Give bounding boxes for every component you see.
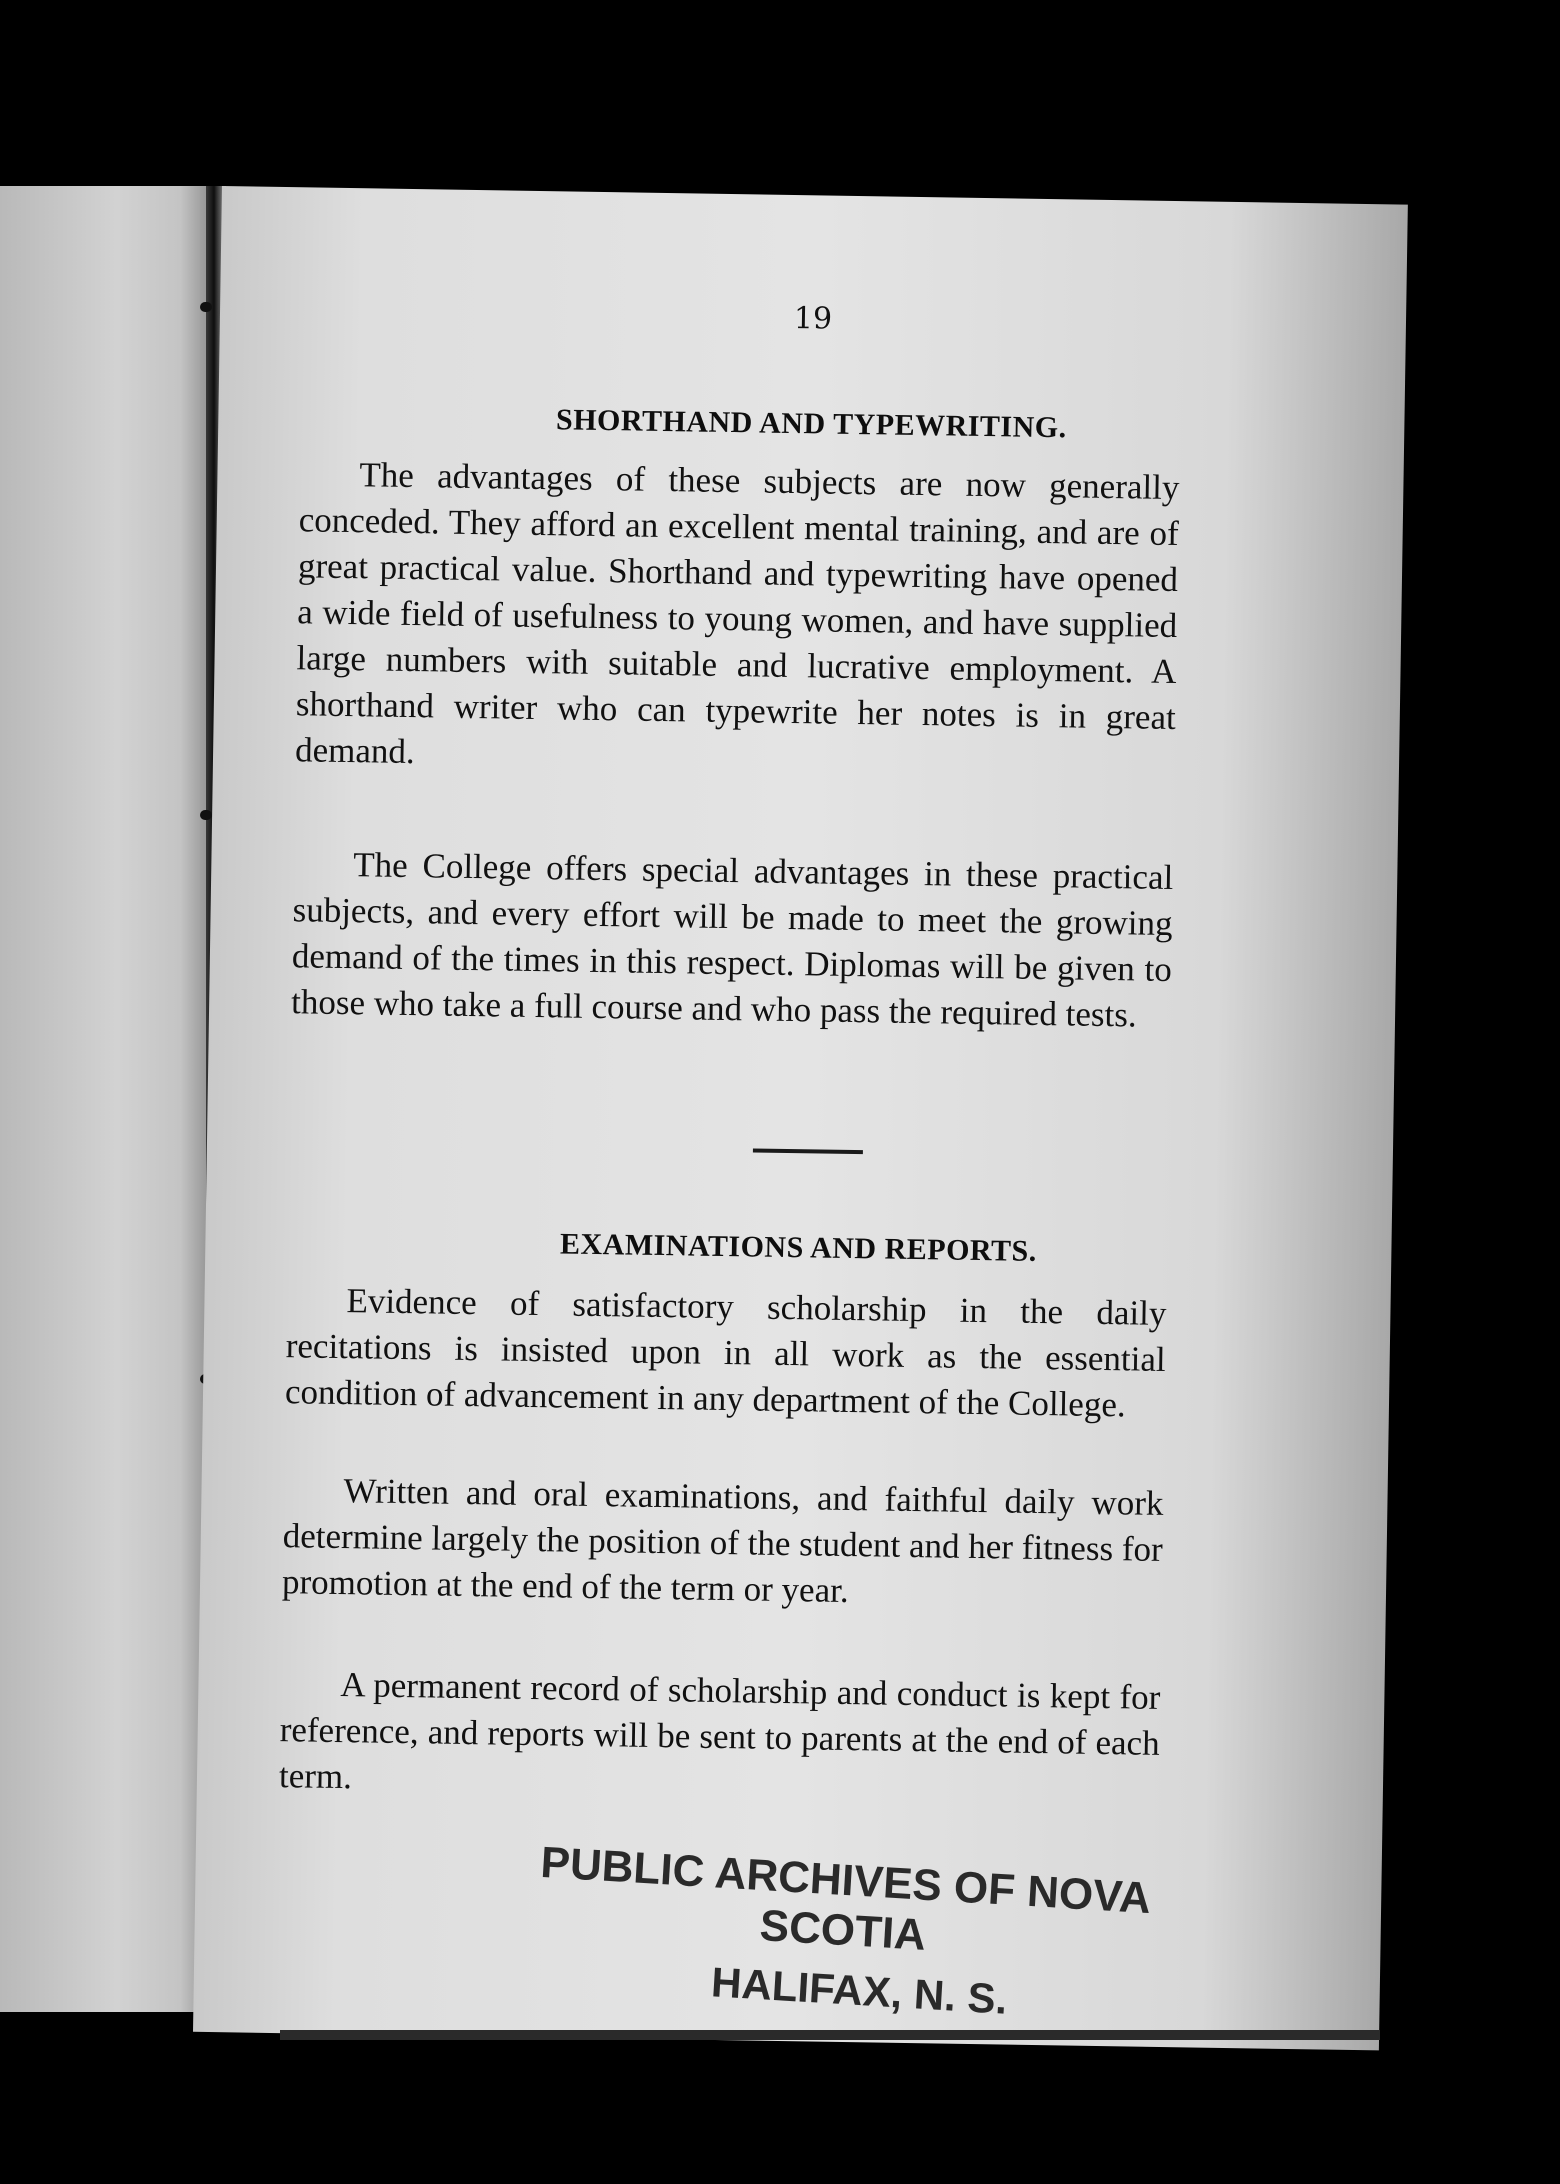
archive-stamp — [459, 1834, 1227, 2037]
binding-stitch — [200, 810, 212, 820]
paragraph: Written and oral examinations, and faithful daily work determine largely the position of the student and her fitness for promotion at the end of the term or year. — [281, 1471, 1164, 1611]
section-heading-examinations: EXAMINATIONS AND REPORTS. — [559, 1227, 1038, 1268]
page-bottom-edge — [280, 2030, 1380, 2040]
paragraph: The College offers special advantages in these practical subjects, and every effort will be made to meet the growing demand of the times in this respect. Diplomas will be given to those who take a full course and who pass the required tests. — [290, 845, 1174, 1035]
stamp-line: HALIFAX, N. S. — [710, 1958, 1009, 2023]
left-facing-page — [0, 186, 212, 2012]
section-heading-shorthand: SHORTHAND AND TYPEWRITING. — [555, 403, 1067, 445]
binding-stitch — [200, 302, 212, 312]
paragraph: The advantages of these subjects are now generally conceded. They afford an excellent mental training, and are of great practical value. Shorthand and typewriting have opened a wide field of usefulness to young women, and have supplied large numbers with suitable and lucrative employment. A shorthand writer who can typewrite her notes is in great demand. — [294, 455, 1180, 772]
book-page — [193, 186, 1408, 2050]
stamp-line: PUBLIC ARCHIVES OF NOVA SCOTIA — [539, 1837, 1153, 1960]
paragraph: Evidence of satisfactory scholarship in the daily recitations is insisted upon in all work as the essential condition of advancement in any department of the College. — [284, 1281, 1167, 1425]
section-divider — [753, 1148, 863, 1154]
page-number: 19 — [793, 301, 833, 337]
paragraph: A permanent record of scholarship and conduct is kept for reference, and reports will be sent to parents at the end of each term. — [278, 1665, 1161, 1797]
